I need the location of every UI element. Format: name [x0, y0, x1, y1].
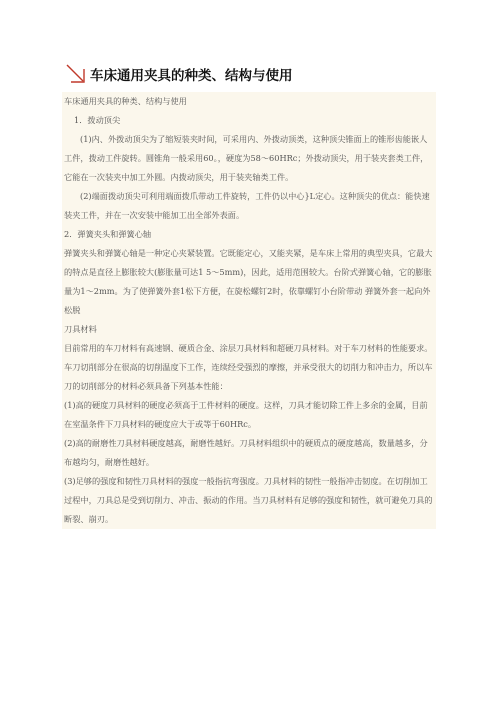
paragraph: 车床通用夹具的种类、结构与使用: [64, 96, 187, 106]
paragraph: (1)内、外拨动顶尖为了缩短装夹时间，可采用内、外拨动顶类，这种顶尖锥面上的锥形齿能嵌人工件，拨动工件旋转。圆锥角一般采用60。，硬度为58～60HRc；外拨动顶尖，用于装夹套类工件，它能在一次装夹中加工外圆。内拨动顶尖，用于装夹轴类工件。: [64, 134, 429, 182]
section-heading: 刀具材料: [64, 324, 97, 334]
paragraph: (2)高的耐磨性刀具材料硬度越高，耐磨性越好。刀具材料组织中的硬质点的硬度越高，数量越多，分布越均匀，耐磨性越好。: [64, 438, 428, 467]
title-row: [64, 62, 293, 86]
section-heading: 1．拨动顶尖: [74, 115, 121, 125]
paragraph: 弹簧夹头和弹簧心轴是一种定心夹紧装置。它既能定心，又能夹紧，是车床上常用的典型夹具，它最大的特点是直径上膨胀较大(膨胀量可达1 5～5mm)，因此，适用范围较大。台阶式弹簧心轴，它的膨胀量为1～2mm。为了使弹簧外套1松下方便，在旋松螺钉2时，依靠螺钉小台阶带动 弹簧外套一起向外松脱: [64, 248, 433, 315]
paragraph: 目前常用的车刀材料有高速钢、硬质合金、涂层刀具材料和超硬刀具材料。对于车刀材料的性能要求。车刀切削部分在很高的切削温度下工作，连续经受强烈的摩擦，并承受很大的切削力和冲击力，所以车刀的切削部分的材料必须具备下列基本性能：: [64, 343, 433, 391]
paragraph: (2)端面拨动顶尖可利用端面拨爪带动工件旋转，工件仍以中心}L定心。这种顶尖的优点：能快速装夹工件，并在一次安装中能加工出全部外表面。: [64, 191, 430, 220]
article-body: [62, 92, 436, 529]
page-title: 车床通用夹具的种类、结构与使用: [90, 68, 293, 84]
paragraph: (3)足够的强度和韧性刀具材料的强度一般指抗弯强度。刀具材料的韧性一般指冲击韧度。在切削加工过程中，刀具总是受到切削力、冲击、振动的作用。当刀具材料有足够的强度和韧性，就可避免刀具的断裂、崩刃。: [64, 476, 433, 524]
section-heading: 2．弹簧夹头和弹簧心轴: [64, 229, 152, 239]
paragraph: (1)高的硬度刀具材料的硬度必须高于工件材料的硬度。这样，刀具才能切除工件上多余的金属，目前在室温条件下刀具材料的硬度应大于或等于60HRc。: [64, 400, 428, 429]
arrow-down-right-icon: [64, 62, 88, 86]
